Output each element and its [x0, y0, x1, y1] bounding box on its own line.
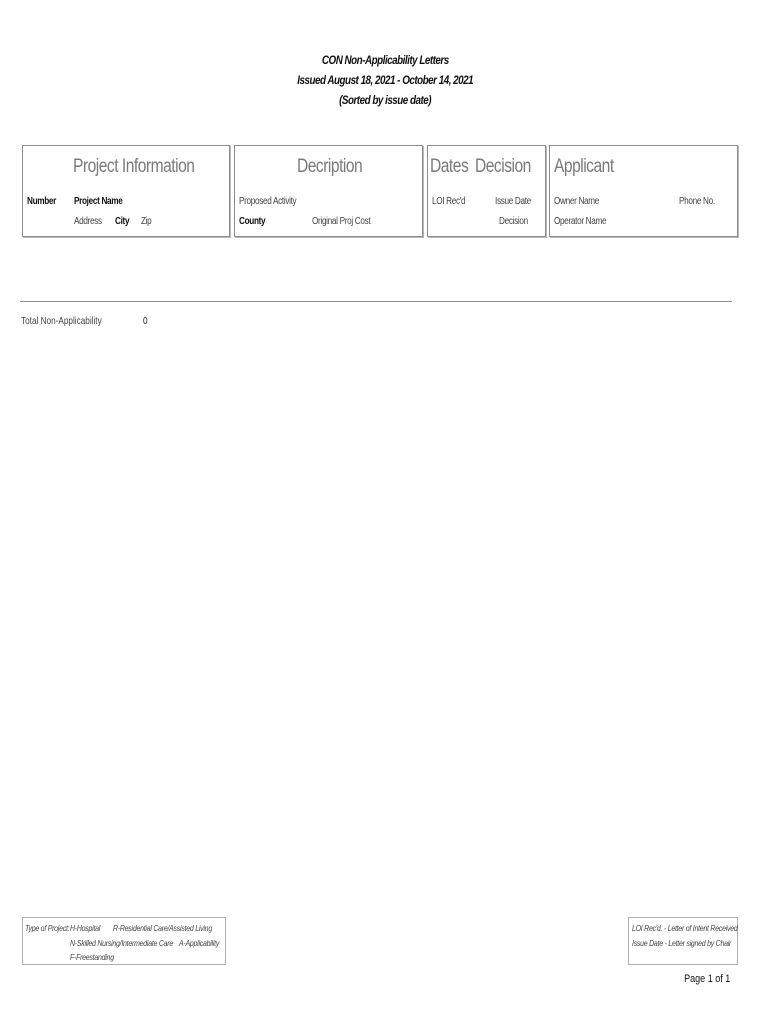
legend-prefix: Type of Project:	[25, 923, 70, 933]
legend-issue-date: Issue Date - Letter signed by Chair	[632, 938, 732, 948]
project-name-label: Project Name	[74, 196, 123, 207]
legend-hospital: H-Hospital	[70, 923, 101, 933]
zip-label: Zip	[141, 216, 152, 227]
legend-applicability: A-Applicability	[179, 938, 220, 948]
decision-label: Decision	[499, 216, 528, 227]
owner-name-label: Owner Name	[554, 196, 600, 207]
address-label: Address	[74, 216, 102, 227]
total-value: 0	[143, 316, 148, 327]
project-type-legend	[22, 917, 226, 965]
legend-skilled-nursing: N-Skilled Nursing/Intermediate Care	[70, 938, 173, 948]
date-legend	[628, 917, 738, 965]
operator-name-label: Operator Name	[554, 216, 607, 227]
report-title-block	[0, 50, 770, 110]
dates-header: Dates	[430, 156, 469, 177]
city-label: City	[115, 216, 130, 227]
report-date-range: Issued August 18, 2021 - October 14, 2021	[297, 73, 473, 87]
project-info-header: Project Information	[73, 156, 195, 177]
total-label: Total Non-Applicability	[21, 316, 102, 327]
legend-residential: R-Residential Care/Assisted Living	[113, 923, 212, 933]
legend-loi: LOI Rec'd. - Letter of Intent Received	[632, 923, 738, 933]
applicant-header: Applicant	[554, 156, 614, 177]
dates-decision-box	[427, 145, 546, 237]
project-info-box	[22, 145, 230, 237]
description-header: Decription	[297, 156, 363, 177]
phone-label: Phone No.	[679, 196, 715, 207]
applicant-box	[549, 145, 738, 237]
report-sort-note: (Sorted by issue date)	[339, 93, 431, 107]
proposed-activity-label: Proposed Activity	[239, 196, 297, 207]
original-cost-label: Original Proj Cost	[312, 216, 371, 227]
report-title: CON Non-Applicability Letters	[321, 53, 449, 67]
issue-date-label: Issue Date	[495, 196, 531, 207]
legend-freestanding: F-Freestanding	[70, 952, 114, 962]
section-divider	[20, 301, 732, 302]
loi-label: LOI Rec'd	[432, 196, 466, 207]
county-label: County	[239, 216, 266, 227]
decision-header: Decision	[475, 156, 531, 177]
description-box	[234, 145, 423, 237]
page-number: Page 1 of 1	[683, 973, 730, 985]
number-label: Number	[27, 196, 57, 207]
